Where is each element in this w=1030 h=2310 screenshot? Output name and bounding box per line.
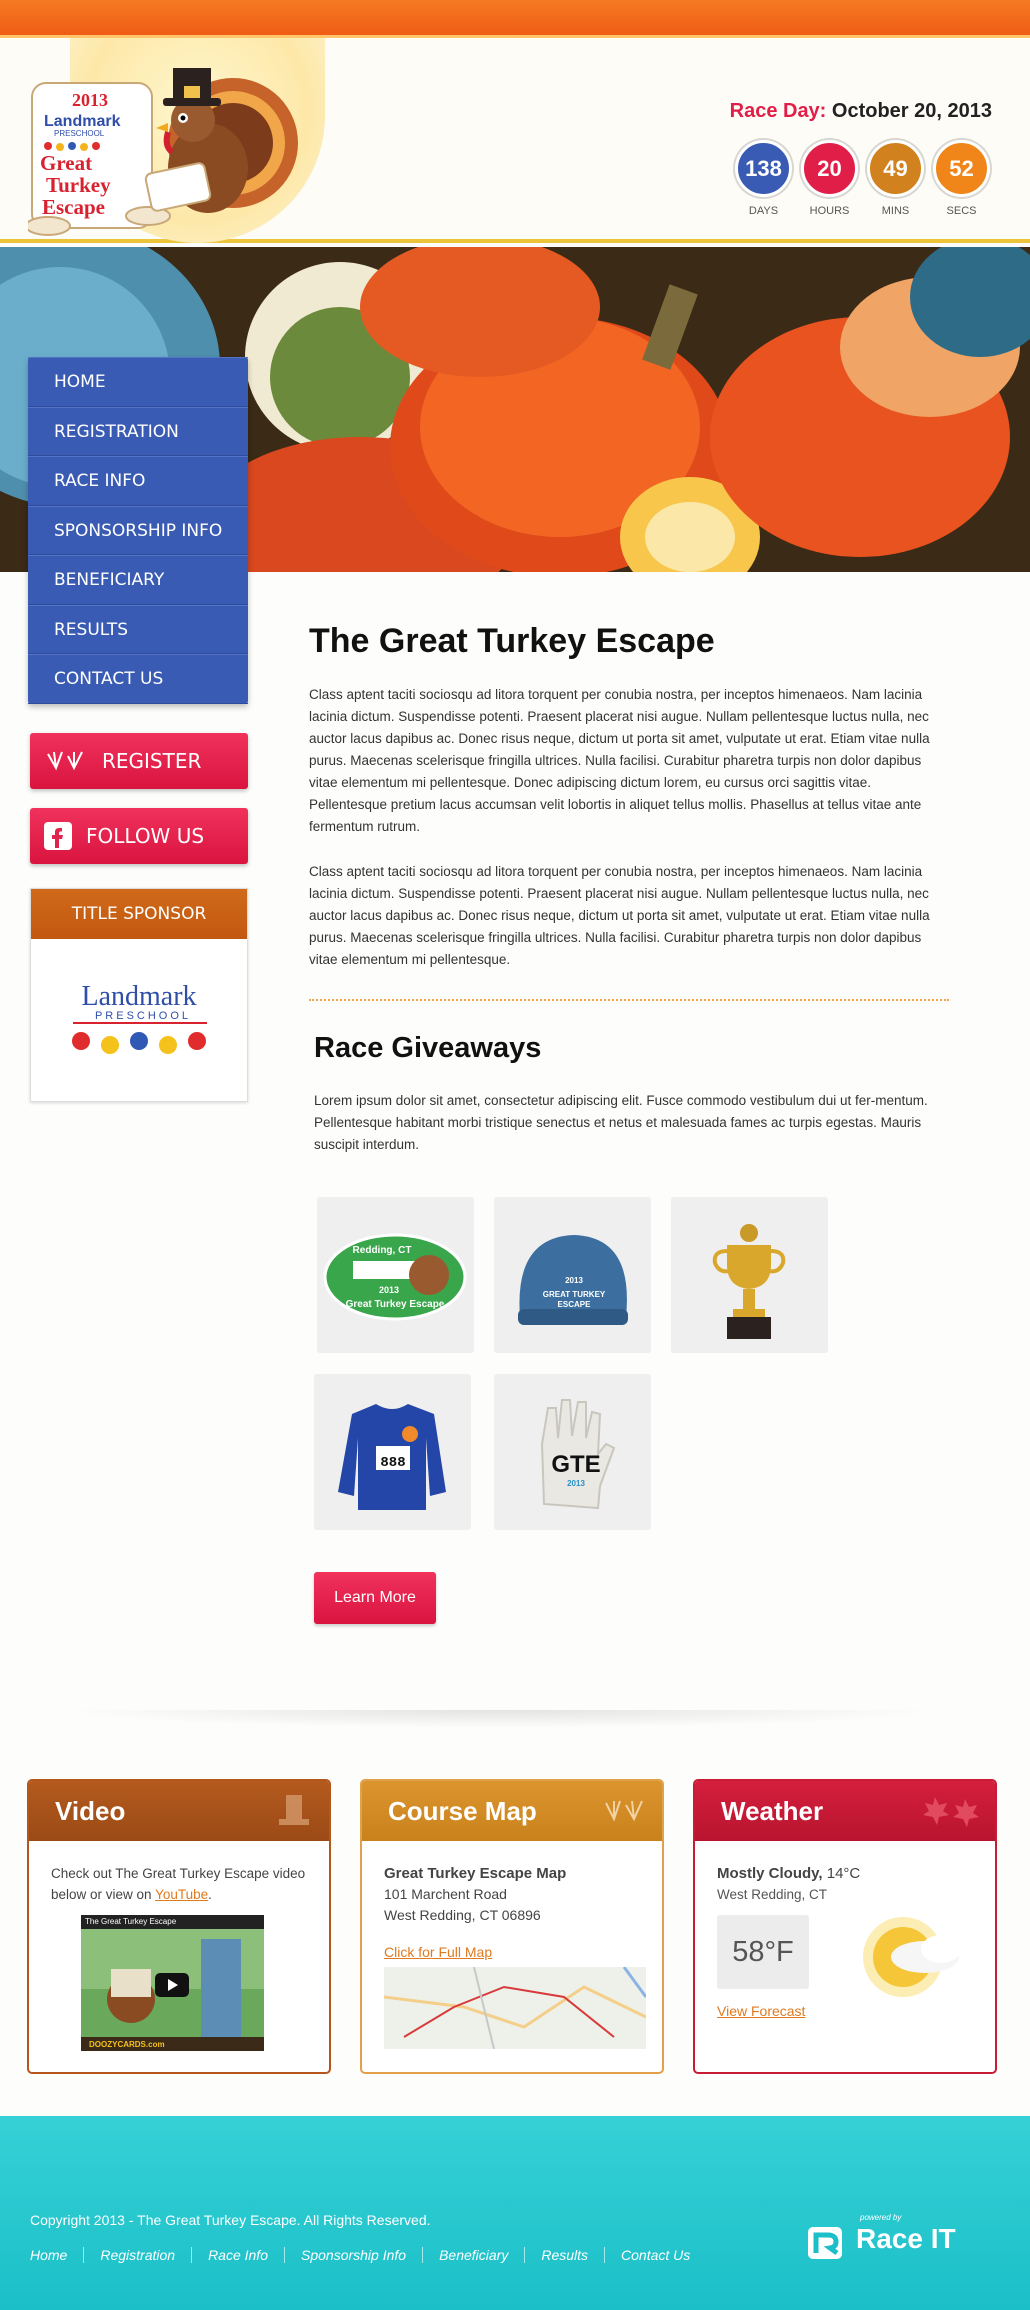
countdown-days [735,140,792,217]
sticker-bottom-text: Great Turkey Escape [345,1299,445,1310]
title-sponsor-heading: TITLE SPONSOR [31,889,247,939]
logo-brand: Landmark [44,113,121,130]
countdown-secs-unit: SECS [946,205,977,217]
race-day-date: October 20, 2013 [831,100,992,122]
countdown-secs-value: 52 [933,140,990,197]
logo-sub: PRESCHOOL [54,129,105,138]
giveaway-hat[interactable] [494,1197,651,1353]
countdown-days-value: 138 [735,140,792,197]
video-widget-header [29,1781,329,1841]
video-widget-text [51,1863,307,1905]
weather-widget-title: Weather [721,1796,824,1826]
nav-sponsorship-info[interactable]: SPONSORSHIP INFO [28,506,248,556]
giveaway-trophy[interactable] [671,1197,828,1353]
header [0,38,1030,243]
partly-cloudy-icon [843,1905,973,2015]
video-widget-title: Video [55,1796,126,1826]
course-map-widget [360,1779,664,2074]
hat-year: 2013 [565,1276,583,1285]
intro-paragraph-2: Class aptent taciti sociosqu ad litora torquent per conubia nostra, per inceptos himenaeos. Nam lacinia lacinia dictum. Suspendisse potenti. Praesent placerat nisi augue. Nullam pellentesque luctus nulla, nec auctor lacus dapibus ac. Donec risus neque, dictum ut porta sit amet, vulputate ut erat. Etiam vitae nulla purus. Maecenas scelerisque fringilla ultrices. Nulla facilisi. Curabitur pharetra turpis non dolor dapibus vitae elementum mi pellentesque. [309,864,930,967]
shirt-image [314,1374,471,1530]
weather-condition: Mostly Cloudy, [717,1865,823,1882]
dotted-divider [309,999,949,1001]
giveaways-title: Race Giveaways [314,1032,542,1064]
footer-link-beneficiary[interactable]: Beneficiary [422,2247,524,2263]
footer-link-race-info[interactable]: Race Info [191,2247,284,2263]
course-map-widget-title: Course Map [388,1796,537,1826]
race-day-label: Race Day: [729,100,827,122]
register-label: REGISTER [102,749,202,773]
race-it-icon [806,2225,846,2261]
weather-temp-c: 14°C [826,1865,861,1882]
footer-links [30,2247,706,2263]
sponsor-logo[interactable] [31,939,247,1099]
footer-link-contact-us[interactable]: Contact Us [604,2247,706,2263]
sponsor-logo-name: Landmark [81,981,197,1012]
main-nav [28,357,248,704]
footer-copyright: Copyright 2013 - The Great Turkey Escape. All Rights Reserved. [30,2212,431,2228]
countdown-hours-unit: HOURS [809,205,850,217]
countdown-mins-value: 49 [867,140,924,197]
logo-line1: Great [40,151,93,175]
sticker-image [317,1197,474,1353]
nav-registration[interactable]: REGISTRATION [28,407,248,457]
full-map-link[interactable]: Click for Full Map [384,1944,493,1960]
sticker-top-text: Redding, CT [352,1245,412,1256]
page-title: The Great Turkey Escape [309,622,715,660]
countdown [735,140,990,217]
view-forecast-link[interactable]: View Forecast [717,2003,806,2019]
learn-more-button[interactable]: Learn More [314,1572,436,1624]
nav-beneficiary[interactable]: BENEFICIARY [28,555,248,605]
giveaway-shirt[interactable] [314,1374,471,1530]
logo-line3: Escape [42,195,105,219]
race-it-brand: Race IT [856,2223,956,2254]
nav-contact-us[interactable]: CONTACT US [28,654,248,704]
footer-link-sponsorship-info[interactable]: Sponsorship Info [284,2247,422,2263]
footer-link-home[interactable]: Home [30,2247,68,2263]
video-widget [27,1779,331,2074]
map-address-2: West Redding, CT 06896 [384,1907,541,1923]
map-name: Great Turkey Escape Map [384,1865,567,1882]
weather-temp-f: 58°F [717,1915,809,1989]
course-map-image[interactable] [384,1967,646,2049]
sticker-year: 2013 [378,1285,400,1295]
site-logo[interactable] [28,48,328,238]
register-button[interactable] [30,733,248,789]
race-it-logo[interactable] [806,2213,996,2259]
turkey-feet-icon [602,1795,646,1825]
nav-home[interactable]: HOME [28,357,248,407]
countdown-hours [801,140,858,217]
weather-location: West Redding, CT [717,1887,828,1902]
footer-link-registration[interactable]: Registration [83,2247,191,2263]
video-widget-text-before: Check out The Great Turkey Escape video below or view on [51,1866,306,1902]
weather-widget [693,1779,997,2074]
nav-results[interactable]: RESULTS [28,605,248,655]
map-address-1: 101 Marchent Road [384,1886,507,1902]
powered-by-label: powered by [860,2213,902,2222]
video-title: The Great Turkey Escape [81,1915,264,1929]
turkey-feet-icon [44,748,88,774]
trophy-icon [671,1197,828,1353]
glove-text: GTE [551,1451,601,1478]
turkey-icon [145,68,298,213]
countdown-secs [933,140,990,217]
sponsor-logo-sub: PRESCHOOL [94,1010,192,1022]
hat-text-2: ESCAPE [557,1300,591,1309]
countdown-days-unit: DAYS [748,205,779,217]
handprints-icon [72,1032,206,1054]
course-map-widget-header [362,1781,662,1841]
hat-text: GREAT TURKEY [542,1290,606,1299]
weather-widget-header [695,1781,995,1841]
title-sponsor-box [30,888,248,1102]
footer-link-results[interactable]: Results [524,2247,604,2263]
intro-paragraph-1: Class aptent taciti sociosqu ad litora torquent per conubia nostra, per inceptos himenaeos. Nam lacinia lacinia dictum. Suspendisse potenti. Praesent placerat nisi augue. Nullam pellentesque luctus nulla, nec auctor lacus dapibus ac. Donec risus neque, dictum ut porta sit amet, vulputate ut erat. Etiam vitae nulla purus. Maecenas scelerisque fringilla ultrices. Nulla facilisi. Curabitur pharetra turpis non dolor dapibus vitae elementum mi pellentesque. Donec adipiscing dictum lorem, eu cursus orci sagittis vitae. Pellentesque pretium lacus accumsan velit lobortis in aliquet tellus mollis. Phasellus at tellus vitae ante fermentum rutrum. [309,687,930,834]
video-widget-text-after: . [208,1887,212,1902]
video-watermark: DOOZYCARDS.com [89,2040,165,2049]
race-day [730,100,992,123]
facebook-icon [44,822,72,850]
follow-us-label: FOLLOW US [86,824,205,848]
glove-year: 2013 [567,1479,585,1488]
logo-line2: Turkey [46,173,111,197]
hat-image [494,1197,651,1353]
countdown-mins-unit: MINS [881,205,910,217]
nav-race-info[interactable]: RACE INFO [28,456,248,506]
giveaway-gloves[interactable] [494,1374,651,1530]
giveaways-paragraph: Lorem ipsum dolor sit amet, consectetur adipiscing elit. Fusce commodo vestibulum dui ut fer-mentum. Pellentesque habitant morbi tristique senectus et netus et malesuada fames ac turpis egestas. Mauris suscipit interdum. [314,1093,928,1152]
logo-year: 2013 [72,90,108,110]
countdown-mins [867,140,924,217]
pilgrim-hat-icon [279,1793,309,1829]
bib-number: 888 [380,1455,406,1471]
play-icon[interactable] [155,1973,189,1997]
video-player[interactable] [81,1915,264,2051]
section-shadow-separator [60,1710,940,1728]
follow-us-button[interactable] [30,808,248,864]
countdown-hours-value: 20 [801,140,858,197]
gloves-image [494,1374,651,1530]
giveaway-sticker[interactable] [317,1197,474,1353]
maple-leaf-icon [921,1795,981,1827]
top-bar [0,0,1030,38]
youtube-link[interactable]: YouTube [155,1887,209,1902]
